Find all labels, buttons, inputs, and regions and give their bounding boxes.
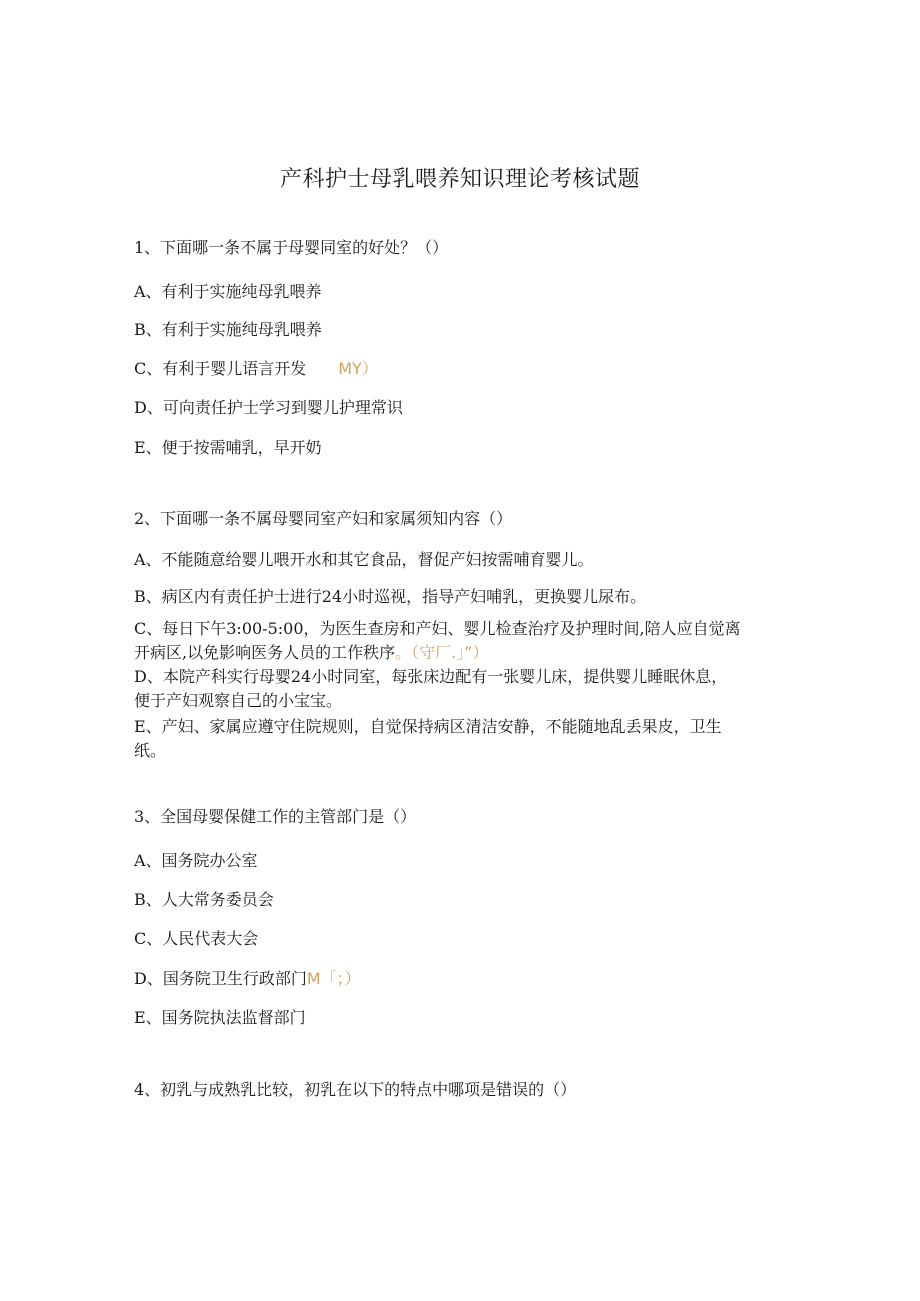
question-3: 3、全国母婴保健工作的主管部门是（）	[134, 807, 417, 826]
q2-option-d-line1: D、本院产科实行母婴24小时同室，每张床边配有一张婴儿床，提供婴儿睡眠休息，	[134, 667, 728, 686]
q3-option-d	[134, 967, 361, 991]
handwritten-note: 。（守厂.」”）	[395, 643, 489, 662]
q1-option-b: B、有利于实施纯母乳喂养	[134, 320, 322, 339]
q2-option-d-line2: 便于产妇观察自己的小宝宝。	[134, 691, 343, 710]
q1-option-a: A、有利于实施纯母乳喂养	[134, 282, 322, 301]
q2-option-c-text: 开病区,以免影响医务人员的工作秩序	[134, 643, 396, 662]
handwritten-note: MY）	[338, 359, 378, 378]
q2-option-b: B、病区内有责任护士进行24小时巡视，指导产妇哺乳，更换婴儿尿布。	[134, 587, 647, 606]
question-1: 1、下面哪一条不属于母婴同室的好处？（）	[134, 238, 449, 257]
q3-option-a: A、国务院办公室	[134, 851, 258, 870]
handwritten-note: M「；）	[306, 969, 361, 988]
q3-option-d-text: D、国务院卫生行政部门	[134, 969, 307, 988]
q1-option-c	[134, 357, 378, 381]
page-title: 产科护士母乳喂养知识理论考核试题	[279, 167, 640, 192]
q3-option-e: E、国务院执法监督部门	[134, 1008, 306, 1027]
q1-option-e: E、便于按需哺乳，早开奶	[134, 438, 322, 457]
q2-option-e-line1: E、产妇、家属应遵守住院规则，自觉保持病区清洁安静，不能随地乱丢果皮，卫生	[134, 717, 722, 736]
q2-option-e-line2: 纸。	[134, 741, 167, 760]
q2-option-a: A、不能随意给婴儿喂开水和其它食品，督促产妇按需哺育婴儿。	[134, 550, 594, 569]
q3-option-b: B、人大常务委员会	[134, 890, 274, 909]
q2-option-c-line2	[134, 641, 488, 665]
q1-option-c-text: C、有利于婴儿语言开发	[134, 359, 307, 378]
q2-option-c-line1: C、每日下午3:00-5:00，为医生查房和产妇、婴儿检查治疗及护理时间,陪人应自觉离	[134, 619, 741, 638]
question-4: 4、初乳与成熟乳比较，初乳在以下的特点中哪项是错误的（）	[134, 1080, 577, 1099]
q1-option-d: D、可向责任护士学习到婴儿护理常识	[134, 398, 403, 417]
q3-option-c: C、人民代表大会	[134, 929, 259, 948]
question-2: 2、下面哪一条不属母婴同室产妇和家属须知内容（）	[134, 509, 513, 528]
